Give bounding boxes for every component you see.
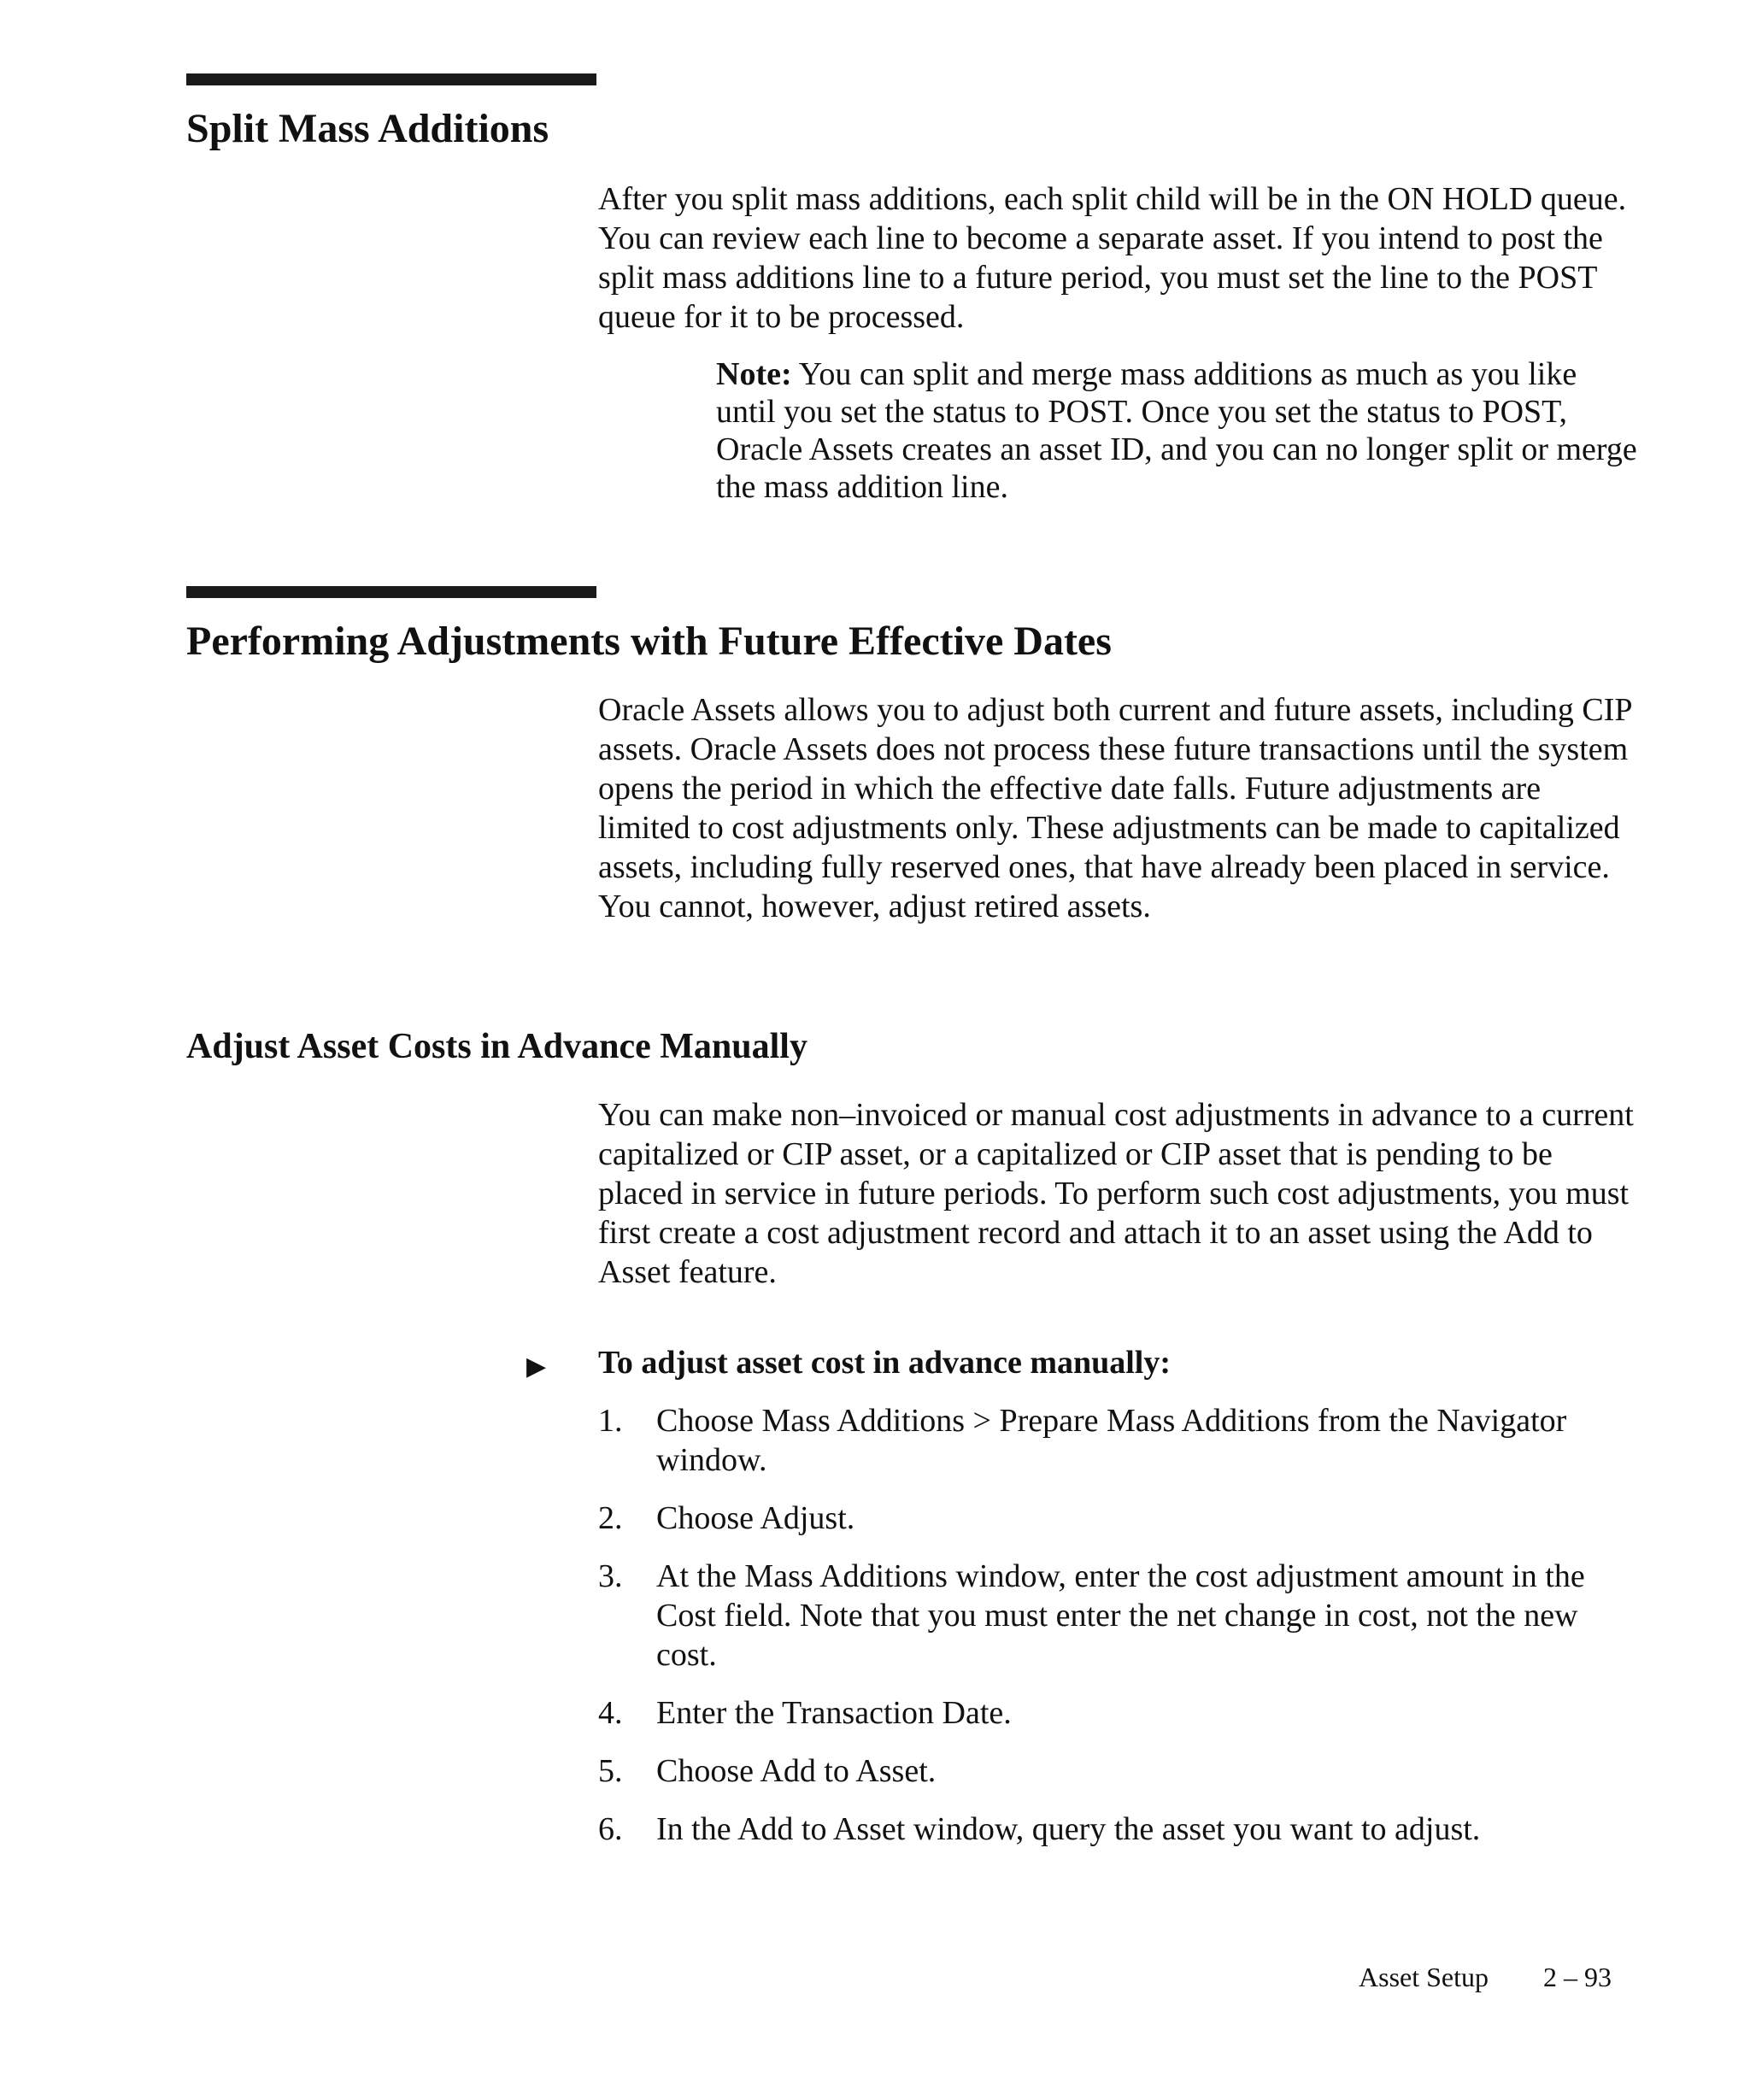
note-text: You can split and merge mass additions as much as you like until you set the status to POST. Once you set the status to POST, Oracle Assets creates an asset ID, and you can no longer split or merge the mass addition line. xyxy=(716,356,1637,505)
step-number: 6. xyxy=(598,1811,623,1847)
step-item xyxy=(598,1810,1641,1849)
subheading-adjust-costs-manually: Adjust Asset Costs in Advance Manually xyxy=(186,1027,807,1066)
adjust-costs-paragraph: You can make non–invoiced or manual cost adjustments in advance to a current capitalized or CIP asset, or a capitalized or CIP asset that is pending to be placed in service in future periods. To perform such cost adjustments, you must first create a cost adjustment record and attach it to an asset using the Add to Asset feature. xyxy=(598,1097,1634,1290)
split-paragraph: After you split mass additions, each split child will be in the ON HOLD queue. You can review each line to become a separate asset. If you intend to post the split mass additions line to a future period, you must set the line to the POST queue for it to be processed. xyxy=(598,181,1627,335)
step-number: 2. xyxy=(598,1500,623,1536)
step-text: At the Mass Additions window, enter the cost adjustment amount in the Cost field. Note that you must enter the net change in cost, not the new cost. xyxy=(656,1558,1585,1673)
step-text: Choose Mass Additions > Prepare Mass Additions from the Navigator window. xyxy=(656,1403,1567,1478)
step-text: Enter the Transaction Date. xyxy=(656,1695,1012,1731)
step-item xyxy=(598,1499,1641,1538)
future-adjustments-paragraph: Oracle Assets allows you to adjust both current and future assets, including CIP assets. Oracle Assets does not process these future transactions until the system opens the period in which the effective date falls. Future adjustments are limited to cost adjustments only. These adjustments can be made to capitalized assets, including fully reserved ones, that have already been placed in service. You cannot, however, adjust retired assets. xyxy=(598,692,1632,924)
procedure-title: To adjust asset cost in advance manually: xyxy=(598,1345,1172,1381)
step-item xyxy=(598,1401,1641,1480)
note-block xyxy=(716,355,1639,506)
footer-page-number: 2 – 93 xyxy=(1543,1962,1612,1992)
section-heading-split-mass-additions: Split Mass Additions xyxy=(186,106,549,151)
note-label: Note: xyxy=(716,356,792,392)
procedure-steps xyxy=(598,1401,1641,1868)
footer-section-name: Asset Setup xyxy=(1359,1962,1489,1992)
step-text: In the Add to Asset window, query the asset you want to adjust. xyxy=(656,1811,1481,1847)
step-text: Choose Add to Asset. xyxy=(656,1753,937,1789)
step-number: 5. xyxy=(598,1753,623,1789)
step-text: Choose Adjust. xyxy=(656,1500,855,1536)
section-rule xyxy=(186,73,596,85)
section-heading-future-adjustments: Performing Adjustments with Future Effective Dates xyxy=(186,619,1112,664)
step-item xyxy=(598,1751,1641,1791)
step-number: 4. xyxy=(598,1695,623,1731)
step-number: 3. xyxy=(598,1558,623,1594)
step-number: 1. xyxy=(598,1403,623,1439)
procedure-arrow-icon: ▶ xyxy=(526,1352,547,1381)
step-item xyxy=(598,1693,1641,1733)
section-rule xyxy=(186,586,596,598)
step-item xyxy=(598,1557,1641,1675)
